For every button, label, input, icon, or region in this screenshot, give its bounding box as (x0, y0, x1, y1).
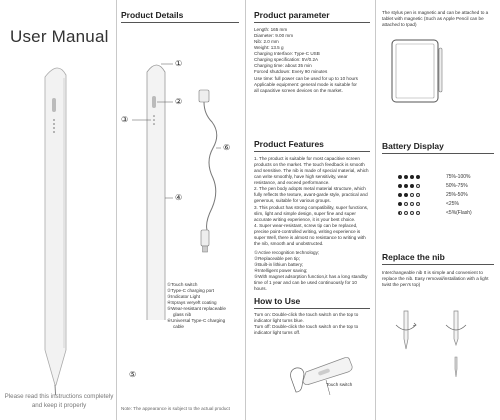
parameter-line: Applicable equipment: general mode is suitable for (254, 81, 357, 87)
battery-display-title: Battery Display (382, 141, 444, 151)
product-details-panel (117, 0, 245, 420)
parameter-line: Use time: full power can be used for up to 10 hours (254, 75, 358, 81)
feature-bullet: ③Built-in lithium battery; (254, 262, 304, 268)
legend-item: ②Type-C charging port (167, 288, 215, 294)
callout-3: ③ (121, 115, 129, 124)
feature-bullet: ④Intelligent power saving; (254, 268, 308, 274)
callout-6: ⑥ (223, 143, 231, 152)
product-details-title: Product Details (121, 10, 184, 20)
cover-footer: Please read this instructions completely and keep it properly (4, 393, 114, 409)
product-features-title: Product Features (254, 139, 324, 149)
battery-table (398, 172, 472, 217)
title-rule (382, 153, 494, 154)
feature-bullet: ①Active recognition technology; (254, 249, 320, 255)
turn-off-text: Turn off: Double-click the touch switch on the top to indicator light turns off. (254, 324, 359, 336)
title-rule (254, 22, 370, 23)
title-rule (254, 308, 370, 309)
battery-row (398, 172, 472, 181)
parameter-line: Length: 165 mm (254, 27, 288, 32)
title-rule (121, 22, 239, 23)
feature-paragraph: 1. The product is suitable for most capacitive screen products on the market. The touch feedback is smooth and sensitive. The nib is made of special material, which can write smoothly, have high sensitivity, wear resistance, and exceed performance. (254, 156, 369, 186)
battery-level-label: 25%-50% (446, 191, 468, 198)
magnet-note: The stylus pen is magnetic and can be attached to a tablet with magnetic (Such as Apple Pencil can be attached to Ipad) (382, 10, 489, 28)
parts-legend (167, 282, 243, 331)
cover-panel (0, 0, 116, 420)
touch-switch-illustration (246, 350, 375, 410)
parameter-line: Diameter: 9.00 mm (254, 33, 294, 39)
appearance-note: Note: The appearance is subject to the actual product (121, 406, 230, 411)
parameter-line: Nib: 2.0 mm (254, 39, 279, 45)
feature-paragraph: 3. This product has strong compatibility, super functions, slim, light and simple design, super fine and super accurate writing experience, it is your best choice. (254, 204, 369, 222)
parameter-line: Charging time: about 35 min (254, 63, 312, 69)
stylus-pen-illustration (0, 40, 116, 400)
legend-item: ⑥Universal Type-C charging (167, 318, 226, 324)
title-rule (254, 151, 370, 152)
how-to-use-title: How to Use (254, 296, 301, 306)
touch-switch-label: Touch switch (326, 382, 353, 387)
legend-item: ④Sprays veryeft coating (167, 300, 217, 306)
callout-2: ② (175, 97, 183, 106)
battery-nib-panel (376, 0, 500, 420)
callout-4: ④ (175, 193, 183, 202)
battery-row (398, 181, 472, 190)
battery-level-label: <5%(Flash) (446, 209, 472, 216)
title-rule (382, 264, 494, 265)
legend-item: cable (173, 324, 184, 330)
callout-5: ⑤ (129, 370, 137, 379)
parameter-list (254, 27, 372, 94)
parameters-panel (246, 0, 375, 420)
product-parameter-title: Product parameter (254, 10, 330, 20)
battery-level-label: 50%-75% (446, 182, 468, 189)
feature-bullet: ⑤With magnet adsorption function,it has a long standby time of 1 year and can be used continuously for 10 hours. (254, 274, 368, 292)
battery-level-label: 75%-100% (446, 173, 471, 180)
legend-item: ⑤Wear-resistant replaceable (167, 306, 226, 312)
pen-diagram (117, 30, 245, 320)
feature-bullet: ②Replaceable pen tip; (254, 256, 301, 261)
parameter-line: Charging Interface: Type-C USB (254, 51, 320, 57)
legend-item: glass nib (173, 312, 192, 318)
features-text (254, 156, 370, 292)
battery-row (398, 208, 472, 217)
parameter-line: Charging specification: 5V/0.2A (254, 57, 319, 63)
battery-level-label: <25% (446, 200, 459, 207)
legend-item: ③Indicator Light (167, 294, 200, 300)
how-to-use-text (254, 312, 370, 336)
turn-on-text: Turn on: Double-click the touch switch on the top to indicator light turns blue. (254, 312, 359, 324)
battery-row (398, 199, 472, 208)
legend-item: ①Touch switch (167, 282, 198, 287)
manual-title: User Manual (10, 27, 109, 46)
nib-replacement-illustration (376, 305, 500, 415)
callout-1: ① (175, 59, 183, 68)
replace-nib-text: Interchangeable nib It is simple and convenient to replace the nib. Easy removal/installation with a light twist the pen's top) (382, 270, 489, 288)
replace-nib-title: Replace the nib (382, 252, 445, 262)
tablet-illustration (376, 34, 500, 134)
feature-paragraph: 2. The pen body adopts metal material structure, which fully reflects the texture, avant-garde style, practical and generous, suitable for various groups. (254, 186, 368, 204)
parameter-line: all capacitive screen devices on the market. (254, 87, 343, 93)
battery-row (398, 190, 472, 199)
feature-paragraph: 4. Super wear-resistant, screw tip can be replaced, precise point-controlled writing, writing experience is super Well, there is almost no resistance to writing with the nib, smooth and unobstructed. (254, 222, 366, 246)
parameter-line: Forced shutdown: Every 90 minutes (254, 69, 328, 75)
parameter-line: Weight: 13.5 g (254, 45, 284, 51)
